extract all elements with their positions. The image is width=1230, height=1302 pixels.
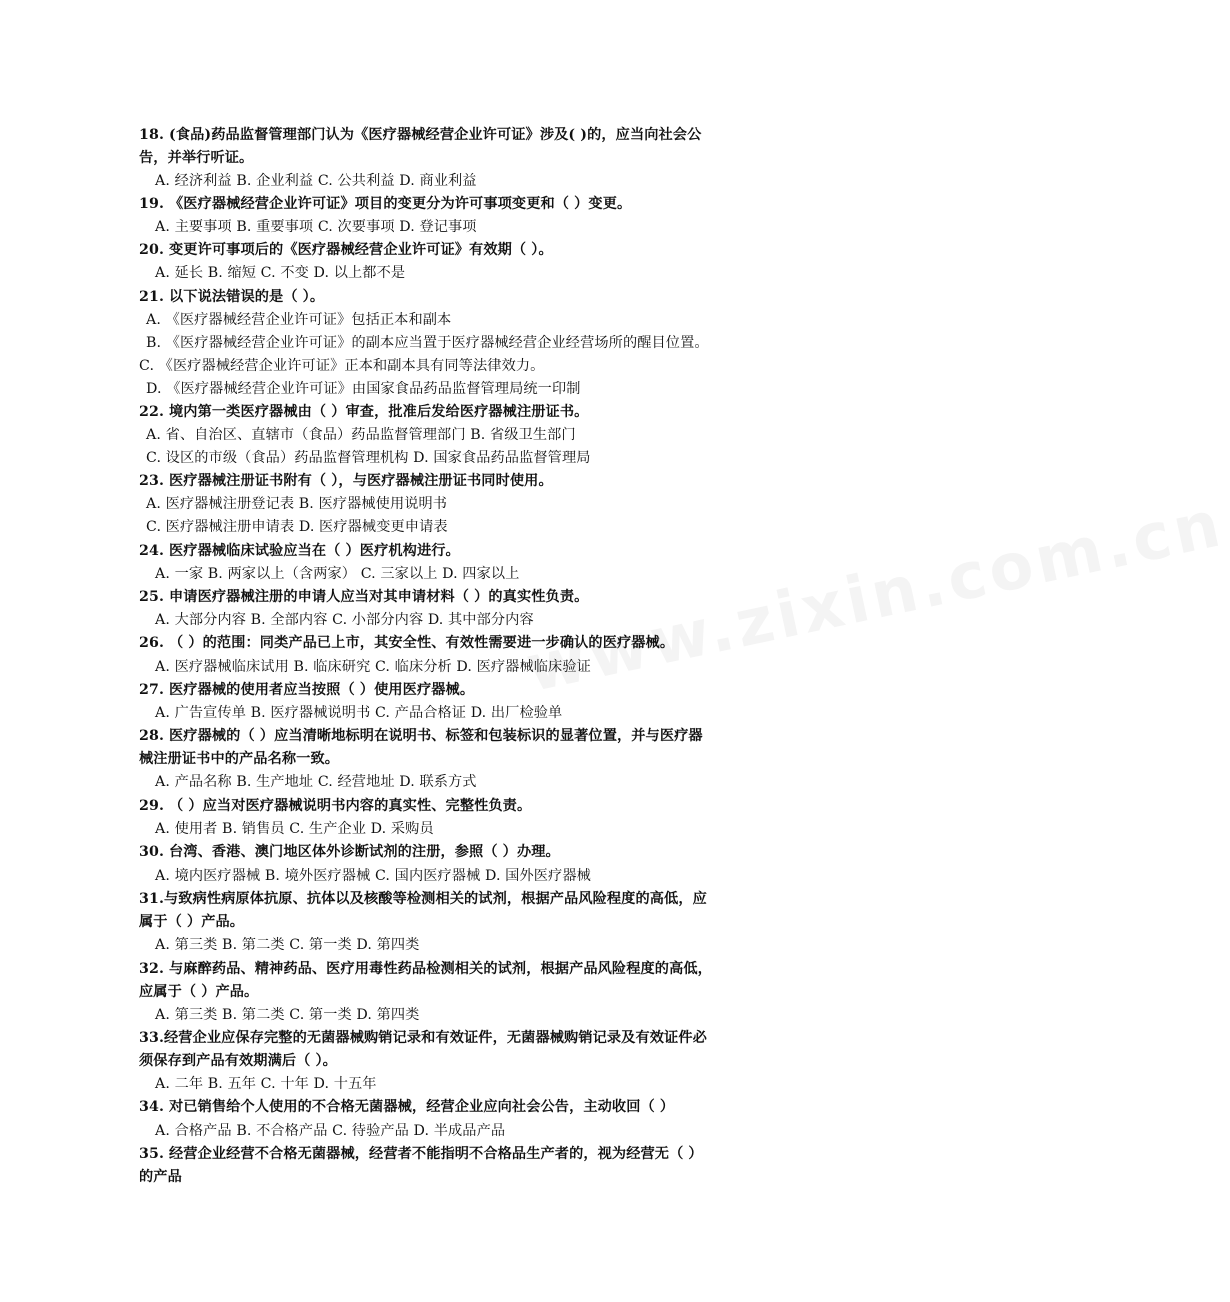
answer-options: C. 设区的市级（食品）药品监督管理机构 D. 国家食品药品监督管理局 bbox=[146, 450, 591, 466]
answer-options: A. 医疗器械注册登记表 B. 医疗器械使用说明书 bbox=[146, 496, 448, 512]
question-text: 属于（ ）产品。 bbox=[139, 914, 245, 930]
answer-options: C. 《医疗器械经营企业许可证》正本和副本具有同等法律效力。 bbox=[139, 358, 545, 374]
answer-options: D. 《医疗器械经营企业许可证》由国家食品药品监督管理局统一印制 bbox=[146, 381, 581, 397]
question-text: 32. 与麻醉药品、精神药品、医疗用毒性药品检测相关的试剂，根据产品风险程度的高低， bbox=[139, 961, 712, 977]
question-text: 22. 境内第一类医疗器械由（ ）审查，批准后发给医疗器械注册证书。 bbox=[139, 404, 589, 420]
answer-options: A. 主要事项 B. 重要事项 C. 次要事项 D. 登记事项 bbox=[155, 219, 477, 235]
answer-options: A. 产品名称 B. 生产地址 C. 经营地址 D. 联系方式 bbox=[155, 774, 477, 790]
watermark: www.zixin.com.cn bbox=[520, 486, 1230, 708]
question-text: 须保存到产品有效期满后（ ）。 bbox=[139, 1053, 337, 1069]
question-text: 19. 《医疗器械经营企业许可证》项目的变更分为许可事项变更和（ ）变更。 bbox=[139, 196, 632, 212]
answer-options: A. 境内医疗器械 B. 境外医疗器械 C. 国内医疗器械 D. 国外医疗器械 bbox=[155, 868, 591, 884]
answer-options: A. 二年 B. 五年 C. 十年 D. 十五年 bbox=[155, 1076, 377, 1092]
question-text: 告，并举行听证。 bbox=[139, 150, 254, 166]
question-text: 31.与致病性病原体抗原、抗体以及核酸等检测相关的试剂，根据产品风险程度的高低，应 bbox=[139, 891, 707, 907]
question-text: 28. 医疗器械的（ ）应当清晰地标明在说明书、标签和包装标识的显著位置，并与医疗器 bbox=[139, 728, 703, 744]
answer-options: A. 第三类 B. 第二类 C. 第一类 D. 第四类 bbox=[155, 1007, 420, 1023]
question-text: 21. 以下说法错误的是（ ）。 bbox=[139, 289, 325, 305]
question-text: 27. 医疗器械的使用者应当按照（ ）使用医疗器械。 bbox=[139, 682, 475, 698]
question-text: 18. (食品)药品监督管理部门认为《医疗器械经营企业许可证》涉及( )的，应当向社会公 bbox=[139, 127, 702, 143]
question-text: 应属于（ ）产品。 bbox=[139, 984, 259, 1000]
answer-options: A. 第三类 B. 第二类 C. 第一类 D. 第四类 bbox=[155, 937, 420, 953]
answer-options: A. 经济利益 B. 企业利益 C. 公共利益 D. 商业利益 bbox=[155, 173, 477, 189]
question-text: 的产品 bbox=[139, 1169, 182, 1185]
question-text: 24. 医疗器械临床试验应当在（ ）医疗机构进行。 bbox=[139, 543, 460, 559]
question-text: 29. （ ）应当对医疗器械说明书内容的真实性、完整性负责。 bbox=[139, 798, 532, 814]
question-text: 34. 对已销售给个人使用的不合格无菌器械，经营企业应向社会公告，主动收回（ ） bbox=[139, 1099, 675, 1115]
question-text: 33.经营企业应保存完整的无菌器械购销记录和有效证件，无菌器械购销记录及有效证件必 bbox=[139, 1030, 707, 1046]
answer-options: A. 《医疗器械经营企业许可证》包括正本和副本 bbox=[146, 312, 452, 328]
question-text: 23. 医疗器械注册证书附有（ ），与医疗器械注册证书同时使用。 bbox=[139, 473, 553, 489]
question-text: 械注册证书中的产品名称一致。 bbox=[139, 751, 340, 767]
answer-options: A. 合格产品 B. 不合格产品 C. 待验产品 D. 半成品产品 bbox=[155, 1123, 506, 1139]
answer-options: A. 延长 B. 缩短 C. 不变 D. 以上都不是 bbox=[155, 265, 406, 281]
question-text: 26. （ ）的范围：同类产品已上市，其安全性、有效性需要进一步确认的医疗器械。 bbox=[139, 635, 675, 651]
answer-options: A. 一家 B. 两家以上（含两家） C. 三家以上 D. 四家以上 bbox=[155, 566, 520, 582]
answer-options: A. 广告宣传单 B. 医疗器械说明书 C. 产品合格证 D. 出厂检验单 bbox=[155, 705, 563, 721]
question-text: 35. 经营企业经营不合格无菌器械，经营者不能指明不合格品生产者的，视为经营无（ ） bbox=[139, 1146, 703, 1162]
answer-options: B. 《医疗器械经营企业许可证》的副本应当置于医疗器械经营企业经营场所的醒目位置。 bbox=[146, 335, 709, 351]
question-text: 30. 台湾、香港、澳门地区体外诊断试剂的注册，参照（ ）办理。 bbox=[139, 844, 560, 860]
question-text: 25. 申请医疗器械注册的申请人应当对其申请材料（ ）的真实性负责。 bbox=[139, 589, 589, 605]
answer-options: A. 使用者 B. 销售员 C. 生产企业 D. 采购员 bbox=[155, 821, 434, 837]
answer-options: A. 省、自治区、直辖市（食品）药品监督管理部门 B. 省级卫生部门 bbox=[146, 427, 576, 443]
answer-options: A. 大部分内容 B. 全部内容 C. 小部分内容 D. 其中部分内容 bbox=[155, 612, 534, 628]
question-text: 20. 变更许可事项后的《医疗器械经营企业许可证》有效期（ ）。 bbox=[139, 242, 553, 258]
answer-options: A. 医疗器械临床试用 B. 临床研究 C. 临床分析 D. 医疗器械临床验证 bbox=[155, 659, 591, 675]
answer-options: C. 医疗器械注册申请表 D. 医疗器械变更申请表 bbox=[146, 519, 448, 535]
